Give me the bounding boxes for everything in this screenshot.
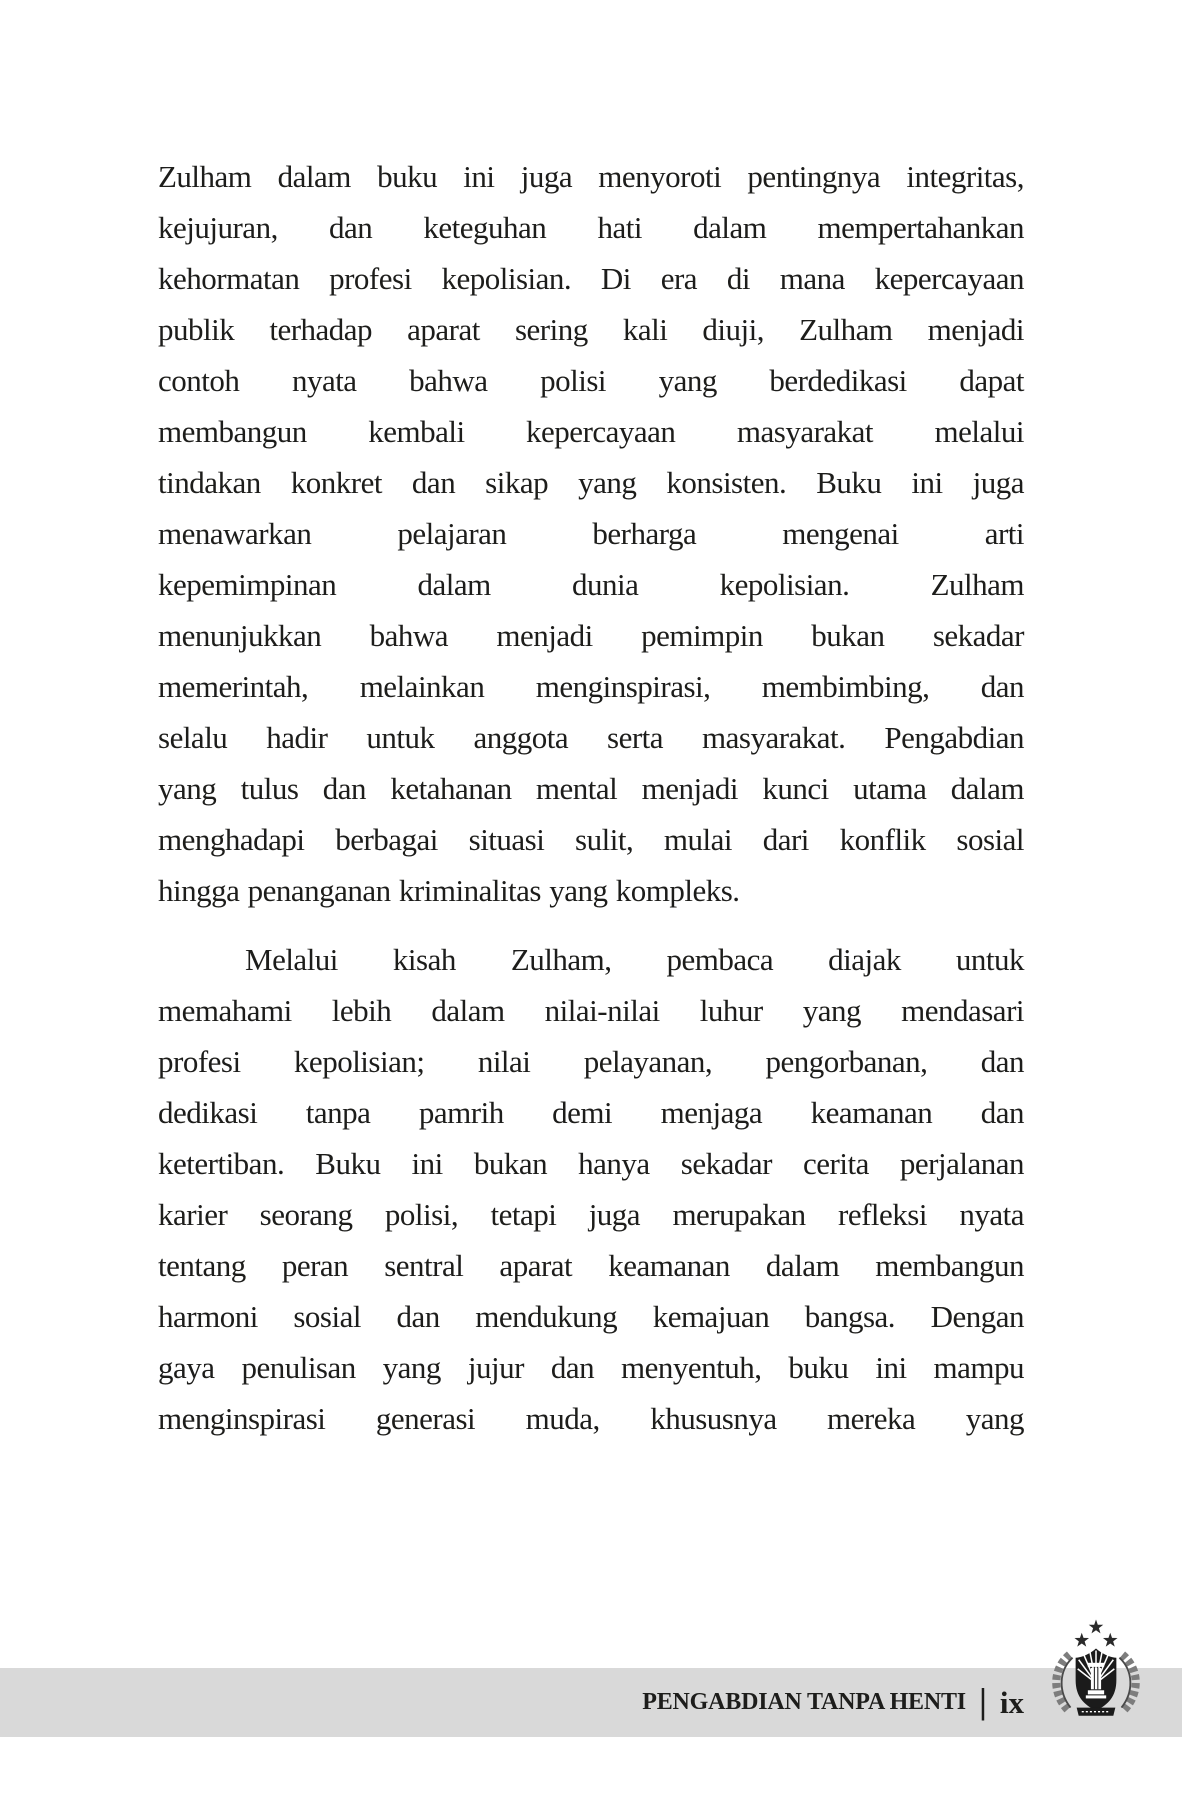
footer-separator: | <box>978 1680 987 1721</box>
emblem-shield <box>1076 1649 1117 1711</box>
text-line: profesi kepolisian; nilai pelayanan, pengorbanan, dan <box>158 1044 1024 1079</box>
text-line: memerintah, melainkan menginspirasi, membimbing, dan <box>158 669 1024 704</box>
text-line: Melalui kisah Zulham, pembaca diajak untuk <box>245 942 1024 977</box>
text-line: ketertiban. Buku ini bukan hanya sekadar cerita perjalanan <box>158 1146 1024 1181</box>
page-number: ix <box>999 1684 1024 1720</box>
emblem-banner <box>1077 1708 1116 1716</box>
text-line: tentang peran sentral aparat keamanan dalam membangun <box>158 1248 1024 1283</box>
text-line: kepemimpinan dalam dunia kepolisian. Zulham <box>158 567 1024 602</box>
text-line: harmoni sosial dan mendukung kemajuan bangsa. Dengan <box>158 1299 1024 1334</box>
text-line: menghadapi berbagai situasi sulit, mulai dari konflik sosial <box>158 822 1024 857</box>
page-body <box>158 151 1024 1444</box>
text-line: menunjukkan bahwa menjadi pemimpin bukan sekadar <box>158 618 1024 653</box>
text-line: membangun kembali kepercayaan masyarakat melalui <box>158 414 1024 449</box>
running-title: PENGABDIAN TANPA HENTI <box>642 1689 966 1715</box>
text-line: dedikasi tanpa pamrih demi menjaga keamanan dan <box>158 1095 1024 1130</box>
text-line: hingga penanganan kriminalitas yang kompleks. <box>158 873 740 908</box>
paragraph-2 <box>158 934 1024 1444</box>
text-line: kehormatan profesi kepolisian. Di era di mana kepercayaan <box>158 261 1024 296</box>
text-line: selalu hadir untuk anggota serta masyarakat. Pengabdian <box>158 720 1024 755</box>
polri-emblem-logo <box>1040 1618 1152 1730</box>
text-line: Zulham dalam buku ini juga menyoroti pentingnya integritas, <box>158 159 1024 194</box>
text-line: tindakan konkret dan sikap yang konsisten. Buku ini juga <box>158 465 1024 500</box>
emblem-stars <box>1074 1620 1117 1647</box>
text-line: contoh nyata bahwa polisi yang berdedikasi dapat <box>158 363 1024 398</box>
text-line: gaya penulisan yang jujur dan menyentuh, buku ini mampu <box>158 1350 1024 1385</box>
text-line: kejujuran, dan keteguhan hati dalam mempertahankan <box>158 210 1024 245</box>
text-line: karier seorang polisi, tetapi juga merupakan refleksi nyata <box>158 1197 1024 1232</box>
text-line: memahami lebih dalam nilai-nilai luhur yang mendasari <box>158 993 1024 1028</box>
text-line: menginspirasi generasi muda, khususnya mereka yang <box>158 1401 1024 1436</box>
paragraph-1 <box>158 151 1024 916</box>
text-line: publik terhadap aparat sering kali diuji, Zulham menjadi <box>158 312 1024 347</box>
text-line: yang tulus dan ketahanan mental menjadi kunci utama dalam <box>158 771 1024 806</box>
footer-bar <box>0 1668 1182 1737</box>
text-line: menawarkan pelajaran berharga mengenai arti <box>158 516 1024 551</box>
